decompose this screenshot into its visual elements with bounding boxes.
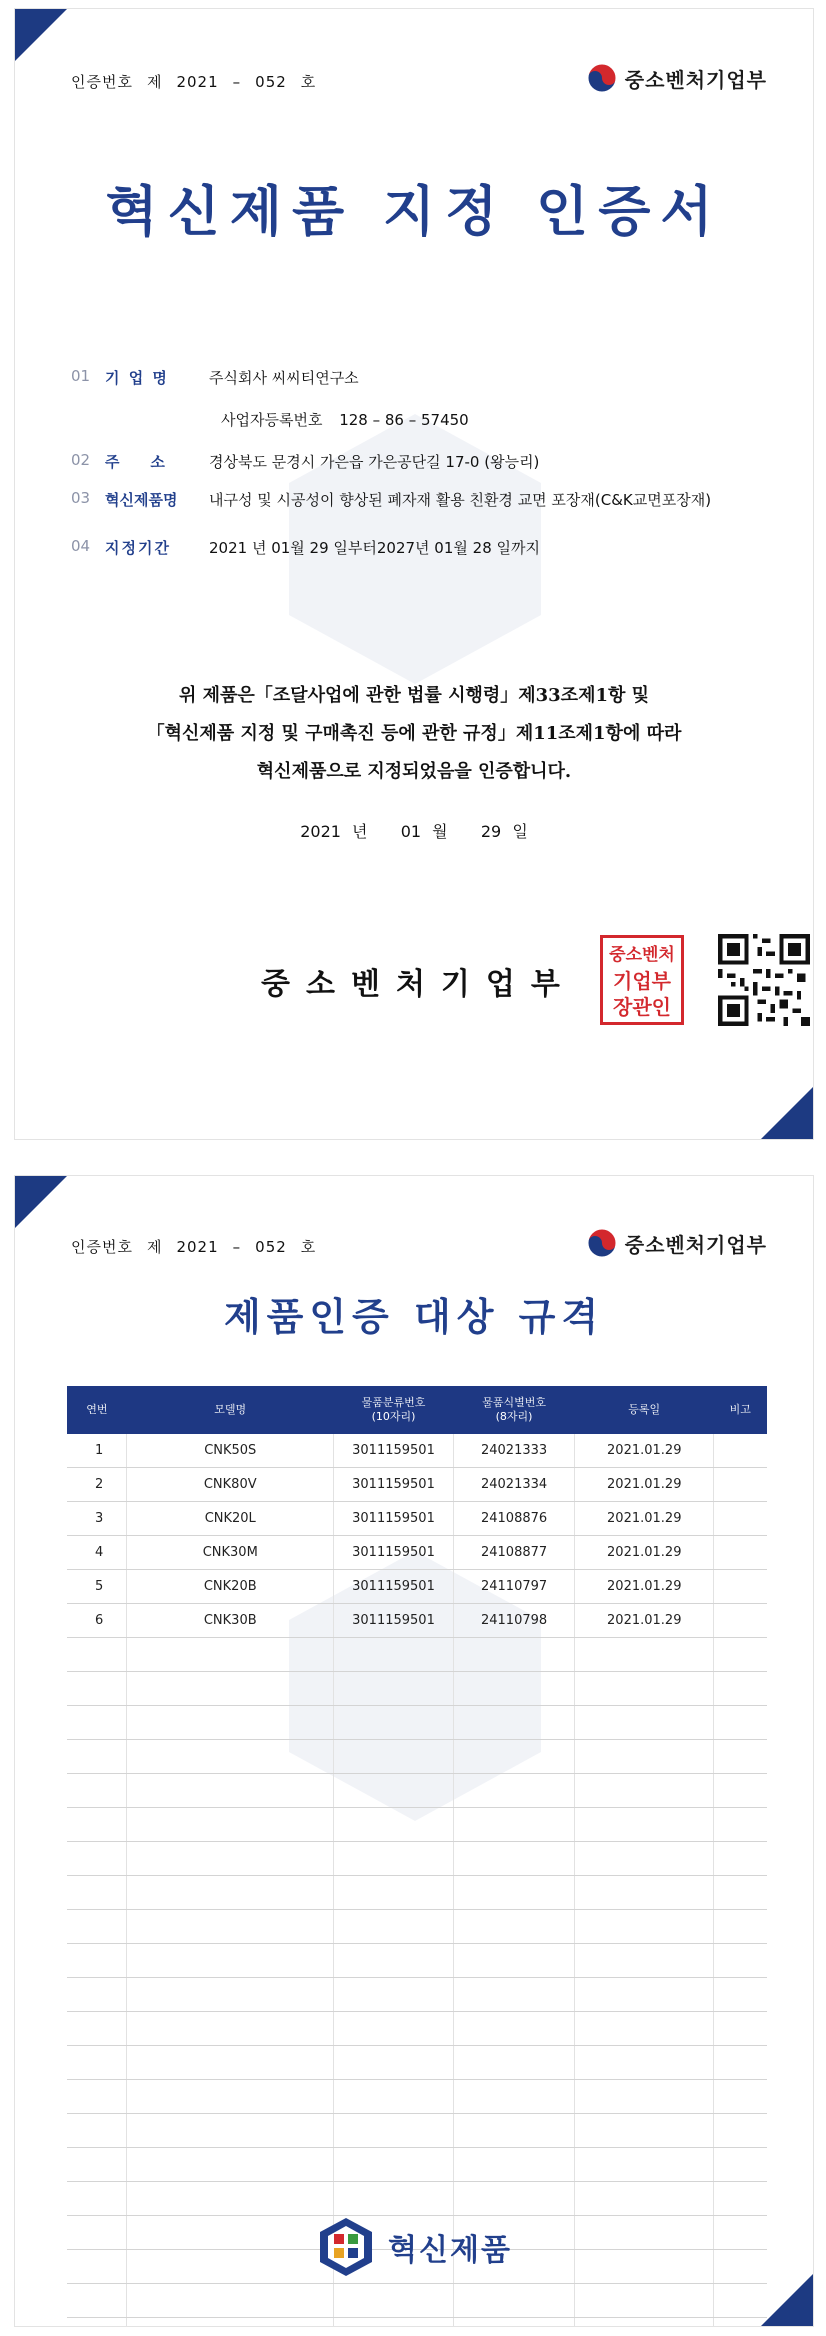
reg-value: 128 – 86 – 57450 bbox=[339, 411, 469, 429]
field-number: 04 bbox=[71, 537, 91, 555]
table-cell bbox=[714, 2012, 767, 2046]
cert-no-num: 052 bbox=[255, 1238, 287, 1256]
table-cell bbox=[575, 2012, 714, 2046]
table-cell bbox=[127, 2148, 334, 2182]
certificate-number bbox=[71, 1236, 330, 1257]
field-label: 주 소 bbox=[105, 453, 167, 471]
field-value: 내구성 및 시공성이 향상된 폐자재 활용 친환경 교면 포장재(C&K교면포장재) bbox=[209, 491, 712, 509]
empty-table-row bbox=[67, 1706, 767, 1740]
table-cell bbox=[575, 2182, 714, 2216]
table-cell bbox=[453, 2080, 575, 2114]
table-cell: CNK30M bbox=[127, 1536, 334, 1570]
empty-table-row bbox=[67, 2182, 767, 2216]
column-header: 물품식별번호 (8자리) bbox=[453, 1386, 575, 1434]
table-cell bbox=[334, 1842, 454, 1876]
table-cell bbox=[714, 1536, 767, 1570]
table-cell: 24108876 bbox=[453, 1502, 575, 1536]
field-address bbox=[71, 451, 769, 473]
table-cell: 24108877 bbox=[453, 1536, 575, 1570]
field-value: 경상북도 문경시 가은읍 가은공단길 17-0 (왕능리) bbox=[209, 453, 540, 471]
table-cell bbox=[127, 2284, 334, 2318]
table-cell: CNK80V bbox=[127, 1468, 334, 1502]
field-label: 혁신제품명 bbox=[105, 491, 178, 509]
table-cell bbox=[127, 2318, 334, 2328]
table-cell bbox=[334, 1808, 454, 1842]
empty-table-row bbox=[67, 2046, 767, 2080]
field-label: 기 업 명 bbox=[105, 369, 169, 387]
table-cell bbox=[714, 1468, 767, 1502]
table-cell bbox=[67, 1808, 127, 1842]
table-cell bbox=[453, 1944, 575, 1978]
table-cell bbox=[714, 1842, 767, 1876]
table-cell bbox=[453, 1774, 575, 1808]
table-cell bbox=[575, 2148, 714, 2182]
table-cell bbox=[67, 1638, 127, 1672]
table-cell bbox=[575, 1638, 714, 1672]
table-cell: 2 bbox=[67, 1468, 127, 1502]
table-cell: CNK30B bbox=[127, 1604, 334, 1638]
table-cell bbox=[67, 2012, 127, 2046]
table-row bbox=[67, 1536, 767, 1570]
table-cell bbox=[127, 1978, 334, 2012]
table-cell bbox=[67, 1978, 127, 2012]
table-header-row bbox=[67, 1386, 767, 1434]
empty-table-row bbox=[67, 2080, 767, 2114]
table-cell bbox=[127, 1740, 334, 1774]
table-cell: 2021.01.29 bbox=[575, 1570, 714, 1604]
seal-line: 기업부 bbox=[613, 969, 671, 993]
empty-table-row bbox=[67, 1638, 767, 1672]
table-cell bbox=[453, 2012, 575, 2046]
table-cell bbox=[714, 1808, 767, 1842]
corner-decoration bbox=[15, 1176, 67, 1228]
table-cell: 6 bbox=[67, 1604, 127, 1638]
table-cell bbox=[714, 2148, 767, 2182]
table-cell bbox=[714, 1434, 767, 1468]
cert-no-dash: – bbox=[232, 73, 242, 91]
table-row bbox=[67, 1468, 767, 1502]
table-cell bbox=[127, 1672, 334, 1706]
table-cell bbox=[67, 2114, 127, 2148]
table-cell bbox=[334, 2284, 454, 2318]
field-product-name bbox=[71, 489, 729, 511]
empty-table-row bbox=[67, 2114, 767, 2148]
table-cell bbox=[714, 1774, 767, 1808]
ministry-name: 중소벤처기업부 bbox=[624, 1232, 767, 1257]
table-cell: 2021.01.29 bbox=[575, 1604, 714, 1638]
seal-line: 장관인 bbox=[613, 995, 671, 1019]
statement-line: 「혁신제품 지정 및 구매촉진 등에 관한 규정」제11조제1항에 따라 bbox=[146, 723, 682, 744]
cert-no-num: 052 bbox=[255, 73, 287, 91]
table-cell bbox=[334, 1876, 454, 1910]
table-cell: CNK20B bbox=[127, 1570, 334, 1604]
table-cell: 3011159501 bbox=[334, 1434, 454, 1468]
table-cell: 3011159501 bbox=[334, 1604, 454, 1638]
empty-table-row bbox=[67, 1910, 767, 1944]
table-cell bbox=[127, 2012, 334, 2046]
cert-no-year: 2021 bbox=[176, 1238, 219, 1256]
statement-line: 위 제품은「조달사업에 관한 법률 시행령」제33조제1항 및 bbox=[178, 685, 650, 706]
empty-table-row bbox=[67, 1672, 767, 1706]
reg-label: 사업자등록번호 bbox=[221, 411, 323, 429]
empty-table-row bbox=[67, 1978, 767, 2012]
table-cell bbox=[453, 1740, 575, 1774]
table-cell bbox=[453, 1842, 575, 1876]
table-cell: 3 bbox=[67, 1502, 127, 1536]
empty-table-row bbox=[67, 1774, 767, 1808]
table-cell bbox=[575, 2080, 714, 2114]
table-cell bbox=[453, 1978, 575, 2012]
innovation-product-icon bbox=[316, 2216, 376, 2278]
specification-title: 제품인증 대상 규격 bbox=[223, 1294, 605, 1339]
cert-no-year: 2021 bbox=[176, 73, 219, 91]
table-cell bbox=[127, 1876, 334, 1910]
empty-table-row bbox=[67, 2012, 767, 2046]
table-cell bbox=[334, 1774, 454, 1808]
business-registration bbox=[221, 409, 481, 430]
table-cell bbox=[127, 1910, 334, 1944]
table-cell bbox=[127, 2046, 334, 2080]
table-cell bbox=[334, 1978, 454, 2012]
table-cell bbox=[714, 1740, 767, 1774]
table-cell: 4 bbox=[67, 1536, 127, 1570]
table-cell bbox=[453, 2114, 575, 2148]
qr-code-icon bbox=[718, 934, 810, 1026]
table-cell bbox=[67, 2046, 127, 2080]
taegeuk-emblem-icon bbox=[587, 1228, 617, 1258]
table-cell: 24110797 bbox=[453, 1570, 575, 1604]
column-header: 물품분류번호 (10자리) bbox=[334, 1386, 454, 1434]
corner-decoration bbox=[761, 1087, 813, 1139]
issue-date: 2021 년 01 월 29 일 bbox=[300, 822, 528, 841]
table-cell bbox=[127, 2182, 334, 2216]
table-cell bbox=[575, 1808, 714, 1842]
table-cell bbox=[714, 1638, 767, 1672]
table-cell bbox=[67, 1672, 127, 1706]
table-cell: 3011159501 bbox=[334, 1570, 454, 1604]
table-cell: CNK20L bbox=[127, 1502, 334, 1536]
field-company bbox=[71, 367, 769, 389]
table-cell bbox=[575, 1876, 714, 1910]
table-cell: 24110798 bbox=[453, 1604, 575, 1638]
column-header: 등록일 bbox=[575, 1386, 714, 1434]
table-cell bbox=[714, 2080, 767, 2114]
table-cell: 24021333 bbox=[453, 1434, 575, 1468]
table-cell bbox=[127, 1808, 334, 1842]
table-cell: 3011159501 bbox=[334, 1502, 454, 1536]
table-cell bbox=[714, 1910, 767, 1944]
table-cell bbox=[575, 1672, 714, 1706]
table-cell bbox=[127, 1774, 334, 1808]
table-cell bbox=[575, 2046, 714, 2080]
table-cell bbox=[334, 1706, 454, 1740]
empty-table-row bbox=[67, 1876, 767, 1910]
table-cell bbox=[714, 2284, 767, 2318]
certification-statement bbox=[15, 677, 813, 791]
table-cell bbox=[453, 1672, 575, 1706]
table-cell bbox=[67, 1944, 127, 1978]
ministry-logo bbox=[587, 1228, 767, 1258]
table-cell bbox=[334, 2182, 454, 2216]
ministry-logo bbox=[587, 63, 767, 93]
field-number: 03 bbox=[71, 489, 91, 507]
table-cell: 2021.01.29 bbox=[575, 1502, 714, 1536]
table-cell: 24021334 bbox=[453, 1468, 575, 1502]
certificate-page bbox=[14, 8, 814, 1140]
table-cell: 2021.01.29 bbox=[575, 1536, 714, 1570]
table-cell bbox=[67, 1706, 127, 1740]
table-cell bbox=[453, 1706, 575, 1740]
table-cell bbox=[334, 2114, 454, 2148]
table-cell bbox=[575, 1740, 714, 1774]
table-cell bbox=[334, 1944, 454, 1978]
table-cell bbox=[127, 1638, 334, 1672]
empty-table-row bbox=[67, 2318, 767, 2328]
table-cell bbox=[714, 2182, 767, 2216]
specification-table bbox=[67, 1386, 767, 2327]
table-cell bbox=[453, 1638, 575, 1672]
table-row bbox=[67, 1570, 767, 1604]
field-label: 지정기간 bbox=[105, 539, 171, 557]
table-cell bbox=[67, 2148, 127, 2182]
table-cell bbox=[714, 1978, 767, 2012]
statement-line: 혁신제품으로 지정되었음을 인증합니다. bbox=[256, 761, 572, 782]
table-cell bbox=[67, 2080, 127, 2114]
table-cell bbox=[67, 2318, 127, 2328]
table-cell bbox=[67, 1842, 127, 1876]
cert-no-je: 제 bbox=[146, 73, 163, 91]
table-cell bbox=[453, 2148, 575, 2182]
cert-no-label: 인증번호 bbox=[71, 1238, 133, 1256]
field-value: 2021 년 01월 29 일부터2027년 01월 28 일까지 bbox=[209, 539, 540, 557]
table-cell bbox=[334, 1910, 454, 1944]
table-cell bbox=[575, 1774, 714, 1808]
cert-no-je: 제 bbox=[146, 1238, 163, 1256]
official-seal bbox=[600, 935, 684, 1025]
table-cell bbox=[67, 1876, 127, 1910]
table-cell bbox=[127, 2114, 334, 2148]
table-row bbox=[67, 1502, 767, 1536]
field-number: 02 bbox=[71, 451, 91, 469]
table-cell bbox=[67, 2284, 127, 2318]
table-row bbox=[67, 1604, 767, 1638]
table-cell bbox=[714, 1876, 767, 1910]
table-cell bbox=[714, 1944, 767, 1978]
corner-decoration bbox=[15, 9, 67, 61]
table-cell bbox=[453, 2046, 575, 2080]
table-cell bbox=[575, 1944, 714, 1978]
table-cell bbox=[714, 2046, 767, 2080]
table-cell bbox=[127, 1706, 334, 1740]
cert-no-dash: – bbox=[232, 1238, 242, 1256]
seal-line: 중소벤처 bbox=[609, 945, 675, 965]
cert-no-ho: 호 bbox=[300, 73, 317, 91]
column-header: 연번 bbox=[67, 1386, 127, 1434]
table-cell bbox=[575, 1978, 714, 2012]
table-cell bbox=[334, 2148, 454, 2182]
certificate-title: 혁신제품 지정 인증서 bbox=[105, 179, 723, 243]
empty-table-row bbox=[67, 1740, 767, 1774]
table-cell bbox=[334, 2046, 454, 2080]
corner-decoration bbox=[761, 2274, 813, 2326]
empty-table-row bbox=[67, 1808, 767, 1842]
table-cell bbox=[453, 2284, 575, 2318]
cert-no-label: 인증번호 bbox=[71, 73, 133, 91]
empty-table-row bbox=[67, 1842, 767, 1876]
table-cell: 2021.01.29 bbox=[575, 1468, 714, 1502]
table-cell bbox=[127, 2080, 334, 2114]
table-cell bbox=[714, 2318, 767, 2328]
empty-table-row bbox=[67, 2148, 767, 2182]
table-cell bbox=[334, 2318, 454, 2328]
table-cell: 5 bbox=[67, 1570, 127, 1604]
certificate-number bbox=[71, 71, 330, 92]
table-cell bbox=[575, 1706, 714, 1740]
table-cell bbox=[453, 1876, 575, 1910]
specification-page bbox=[14, 1175, 814, 2327]
table-cell: 3011159501 bbox=[334, 1468, 454, 1502]
table-cell bbox=[714, 1502, 767, 1536]
table-cell: 2021.01.29 bbox=[575, 1434, 714, 1468]
table-cell bbox=[334, 2012, 454, 2046]
table-cell bbox=[334, 1638, 454, 1672]
cert-no-ho: 호 bbox=[300, 1238, 317, 1256]
table-cell bbox=[67, 1740, 127, 1774]
table-cell bbox=[334, 1672, 454, 1706]
field-period bbox=[71, 537, 769, 559]
ministry-name: 중소벤처기업부 bbox=[624, 67, 767, 92]
field-value: 주식회사 씨씨티연구소 bbox=[209, 369, 359, 387]
table-cell bbox=[67, 2182, 127, 2216]
column-header: 비고 bbox=[714, 1386, 767, 1434]
column-header: 모델명 bbox=[127, 1386, 334, 1434]
table-cell bbox=[714, 1604, 767, 1638]
table-cell bbox=[575, 2284, 714, 2318]
table-cell bbox=[334, 1740, 454, 1774]
table-cell bbox=[453, 2318, 575, 2328]
table-cell bbox=[714, 1672, 767, 1706]
table-cell bbox=[127, 1944, 334, 1978]
table-cell bbox=[575, 2114, 714, 2148]
table-cell bbox=[714, 2114, 767, 2148]
table-cell bbox=[575, 1842, 714, 1876]
table-cell bbox=[67, 1910, 127, 1944]
table-cell bbox=[714, 1706, 767, 1740]
table-cell bbox=[575, 2318, 714, 2328]
table-cell bbox=[575, 1910, 714, 1944]
footer-logo-text: 혁신제품 bbox=[388, 2233, 512, 2268]
table-cell bbox=[127, 1842, 334, 1876]
table-cell bbox=[453, 1808, 575, 1842]
taegeuk-emblem-icon bbox=[587, 63, 617, 93]
table-cell bbox=[714, 1570, 767, 1604]
table-cell bbox=[453, 1910, 575, 1944]
issuer-signature: 중소벤처기업부 bbox=[261, 967, 576, 1002]
innovation-product-logo bbox=[15, 2216, 813, 2278]
table-cell: 3011159501 bbox=[334, 1536, 454, 1570]
empty-table-row bbox=[67, 1944, 767, 1978]
table-cell bbox=[67, 1774, 127, 1808]
field-number: 01 bbox=[71, 367, 91, 385]
table-cell: CNK50S bbox=[127, 1434, 334, 1468]
table-cell bbox=[334, 2080, 454, 2114]
empty-table-row bbox=[67, 2284, 767, 2318]
table-cell: 1 bbox=[67, 1434, 127, 1468]
table-cell bbox=[453, 2182, 575, 2216]
table-row bbox=[67, 1434, 767, 1468]
